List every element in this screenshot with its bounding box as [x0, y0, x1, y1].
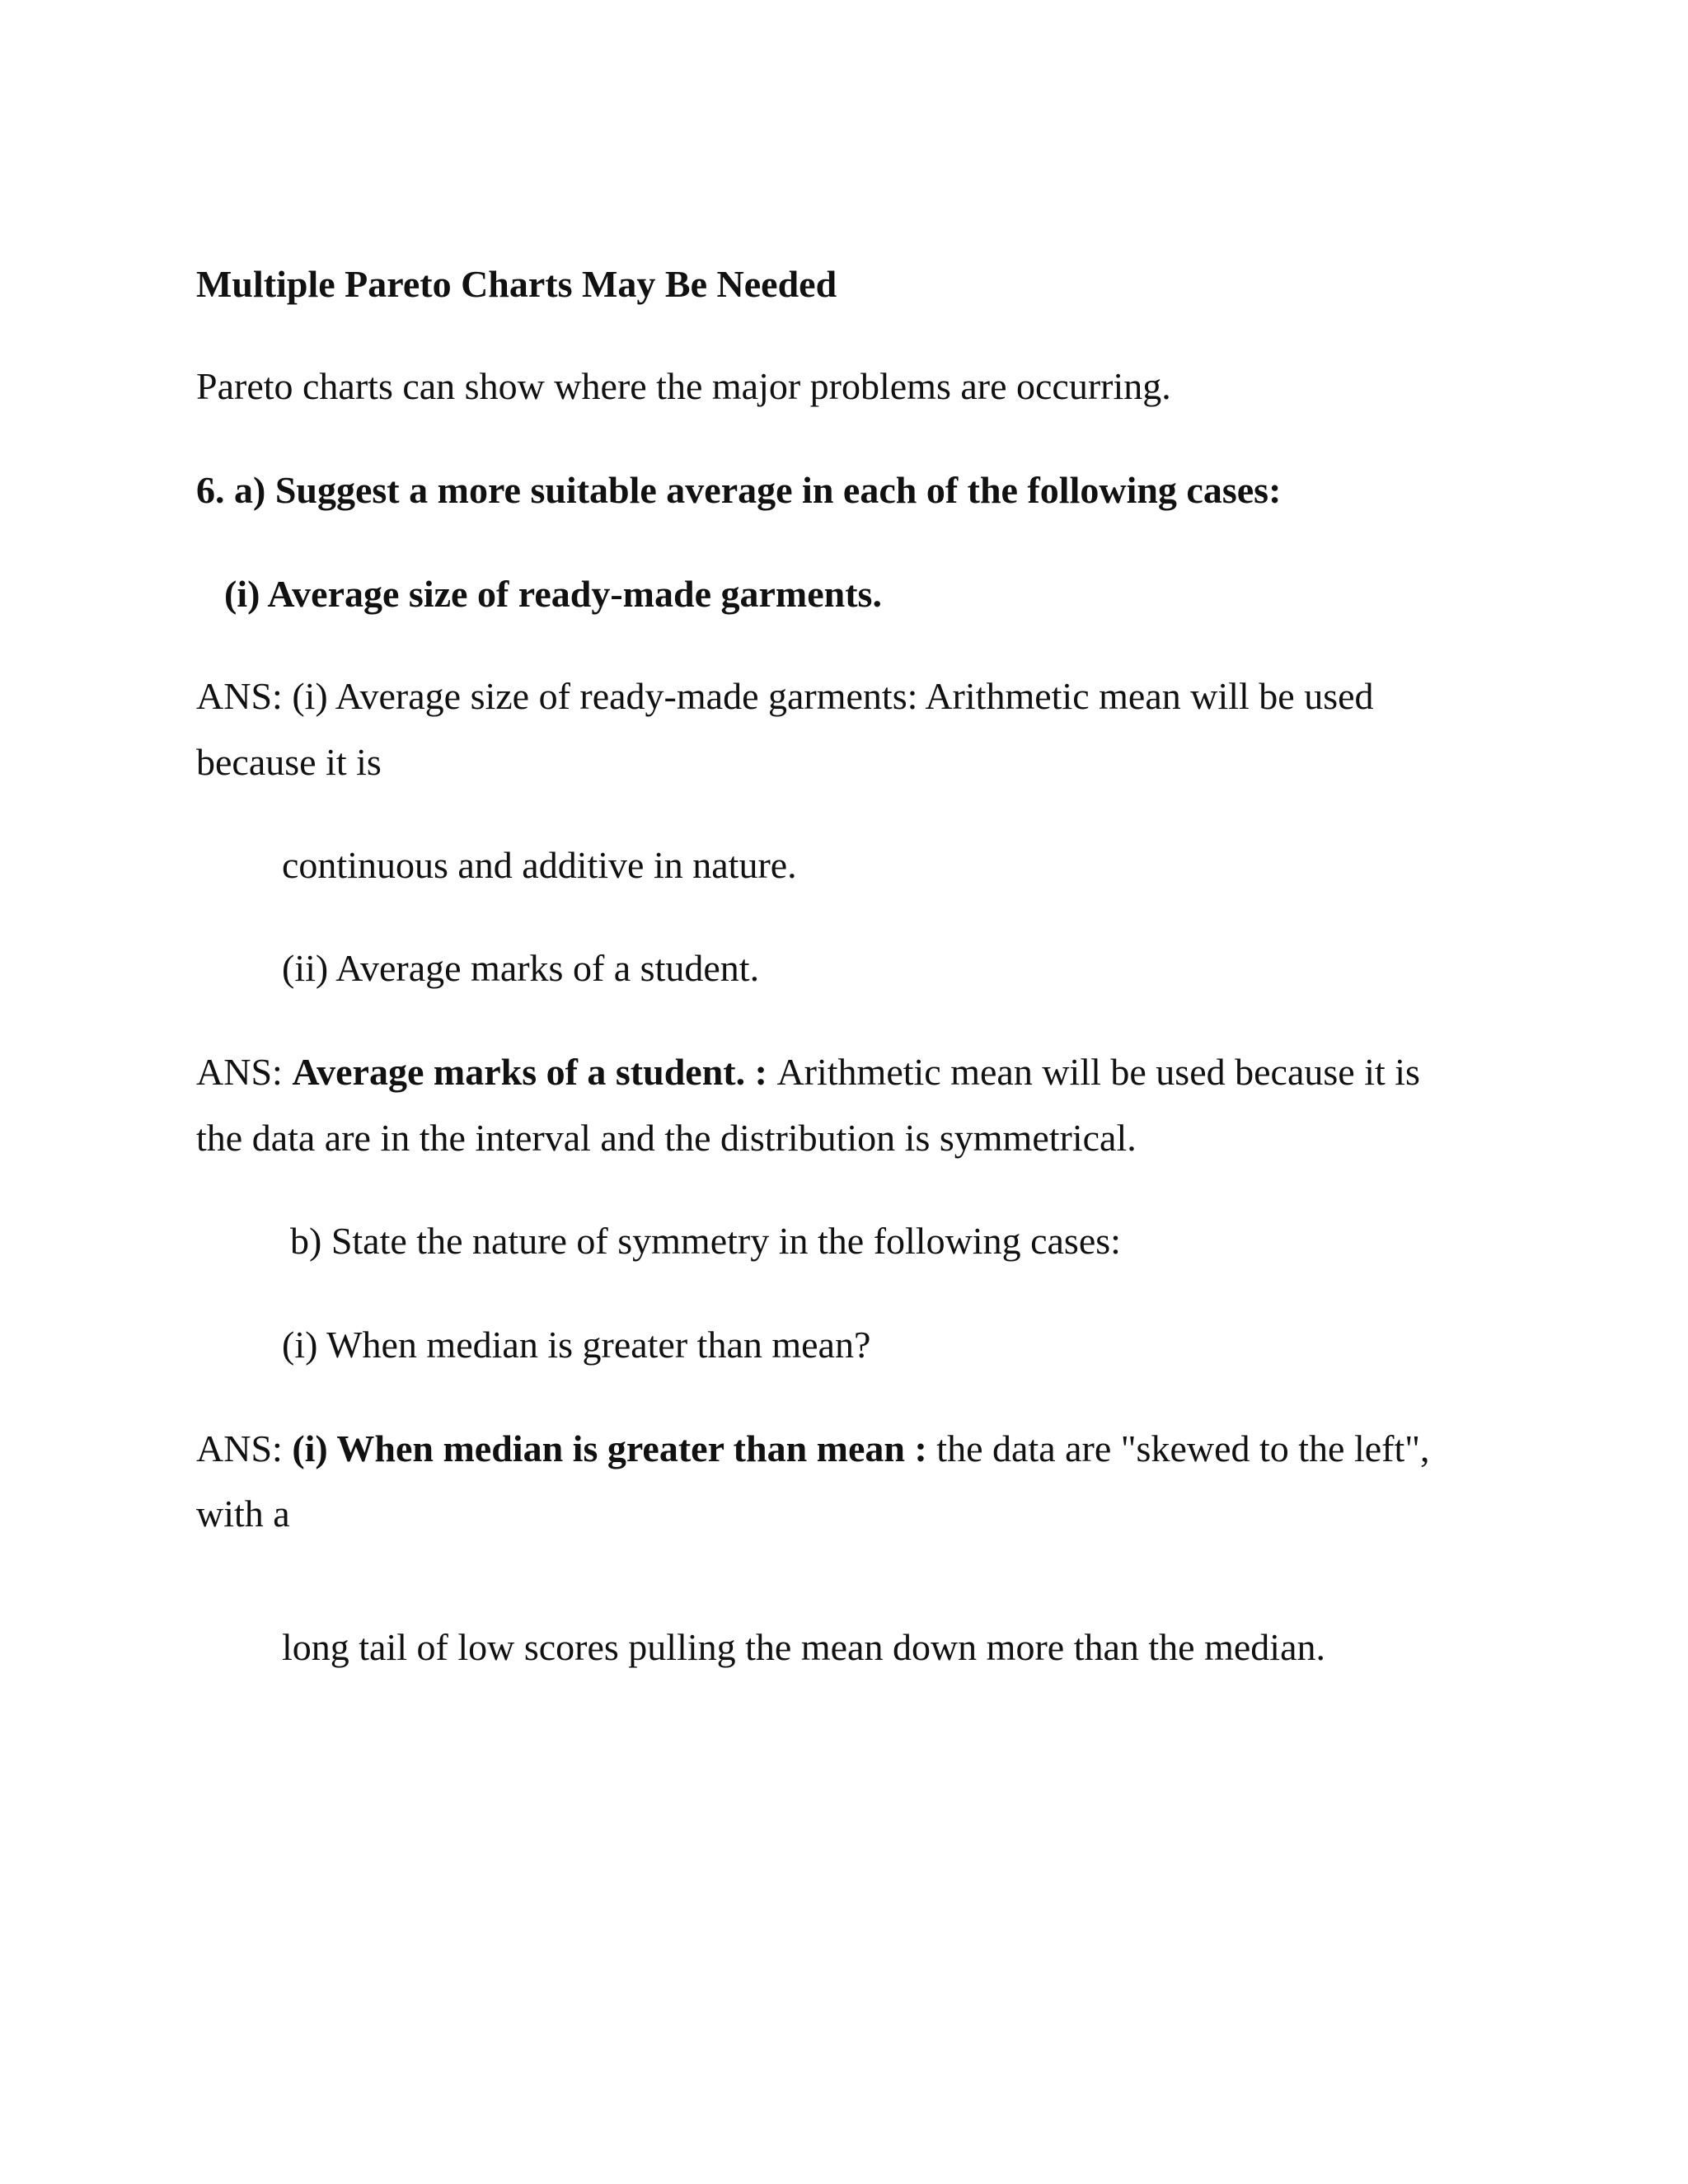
question-6a-i: (i) Average size of ready-made garments.: [224, 573, 882, 615]
answer-3-line-2: with a: [196, 1493, 290, 1535]
answer-1-text: (i) Average size of ready-made garments: Arithmetic mean will be used: [292, 675, 1374, 717]
answer-2-text: Arithmetic mean will be used because it is: [776, 1051, 1420, 1093]
answer-3-line-1: [196, 1427, 1430, 1471]
answer-1-line-2: because it is: [196, 741, 382, 783]
answer-2-line-2: the data are in the interval and the distribution is symmetrical.: [196, 1117, 1137, 1159]
answer-1-line-3: continuous and additive in nature.: [282, 844, 797, 886]
answer-1-line-1: [196, 674, 1374, 719]
answer-3-text: the data are "skewed to the left",: [936, 1427, 1430, 1469]
intro-paragraph: Pareto charts can show where the major problems are occurring.: [196, 365, 1171, 407]
question-6b: b) State the nature of symmetry in the following cases:: [290, 1220, 1121, 1262]
answer-2-prefix: ANS:: [196, 1051, 293, 1093]
answer-2-line-1: [196, 1050, 1420, 1094]
answer-2-bold-lead: Average marks of a student. :: [292, 1051, 777, 1093]
answer-3-line-3: long tail of low scores pulling the mean down more than the median.: [282, 1626, 1325, 1668]
question-6a: 6. a) Suggest a more suitable average in each of the following cases:: [196, 469, 1282, 511]
answer-3-bold-lead: (i) When median is greater than mean :: [292, 1427, 937, 1469]
answer-1-prefix: ANS:: [196, 675, 293, 717]
answer-3-prefix: ANS:: [196, 1427, 293, 1469]
section-heading: Multiple Pareto Charts May Be Needed: [196, 263, 837, 305]
question-6b-i: (i) When median is greater than mean?: [282, 1324, 871, 1366]
question-6a-ii: (ii) Average marks of a student.: [282, 947, 760, 989]
